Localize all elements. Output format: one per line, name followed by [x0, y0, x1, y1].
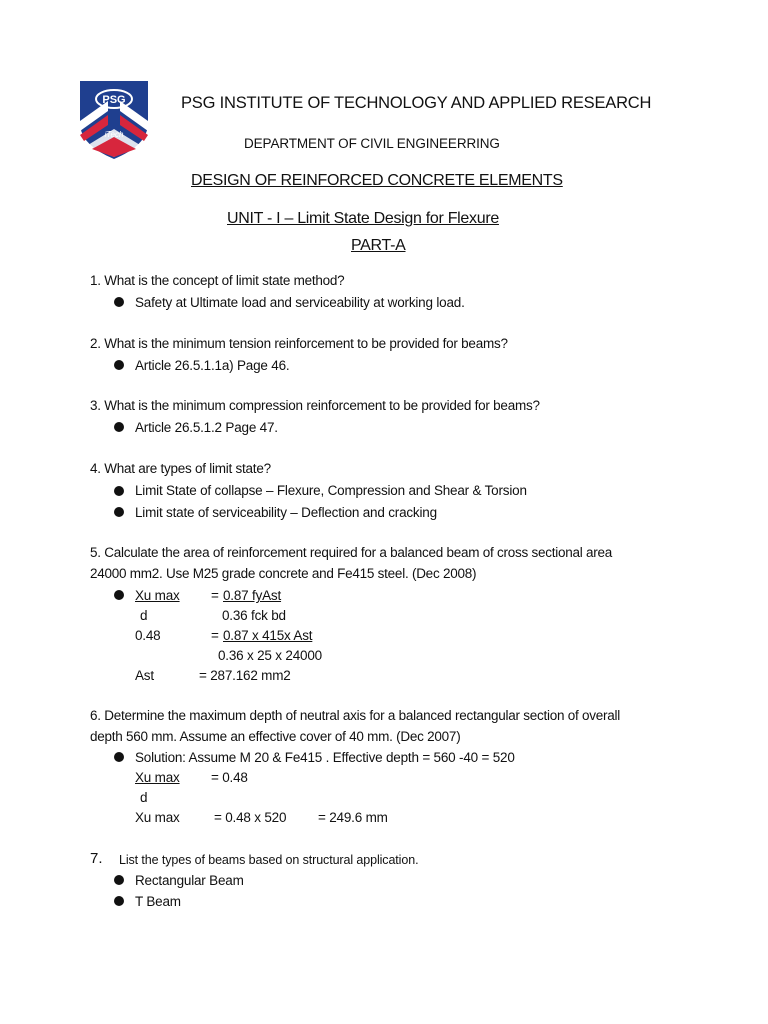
bullet-icon [114, 896, 124, 906]
question-1: 1. What is the concept of limit state method? [90, 273, 345, 288]
question-4: 4. What are types of limit state? [90, 461, 271, 476]
q6-xumax-label: Xu max [135, 770, 180, 785]
q6-ratio: = 0.48 [211, 770, 248, 785]
bullet-icon [114, 875, 124, 885]
q5-numerator-2: 0.87 x 415x Ast [223, 628, 313, 643]
bullet-icon [114, 590, 124, 600]
answer-7b: T Beam [135, 894, 181, 909]
answer-4a: Limit State of collapse – Flexure, Compression and Shear & Torsion [135, 483, 527, 498]
psg-itech-logo [78, 77, 150, 161]
q6-xumax-label-2: Xu max [135, 810, 180, 825]
question-5-line2: 24000 mm2. Use M25 grade concrete and Fe415 steel. (Dec 2008) [90, 566, 477, 581]
question-5-line1: 5. Calculate the area of reinforcement required for a balanced beam of cross sectional area [90, 545, 613, 560]
logo-subtext: iTech [104, 130, 124, 139]
question-7-number: 7. [90, 850, 103, 867]
bullet-icon [114, 297, 124, 307]
logo-text: PSG [102, 94, 126, 106]
question-3: 3. What is the minimum compression reinforcement to be provided for beams? [90, 398, 540, 413]
question-6-line1: 6. Determine the maximum depth of neutral axis for a balanced rectangular section of overall [90, 708, 621, 723]
answer-3: Article 26.5.1.2 Page 47. [135, 420, 278, 435]
course-title: DESIGN OF REINFORCED CONCRETE ELEMENTS [191, 172, 563, 189]
q5-denominator-1: 0.36 fck bd [222, 608, 286, 623]
q5-xumax-label: Xu max [135, 588, 180, 603]
q5-ast-result: = 287.162 mm2 [199, 668, 291, 683]
q6-solution: Solution: Assume M 20 & Fe415 . Effective depth = 560 -40 = 520 [135, 750, 515, 765]
bullet-icon [114, 360, 124, 370]
bullet-icon [114, 752, 124, 762]
bullet-icon [114, 507, 124, 517]
bullet-icon [114, 486, 124, 496]
q6-d-label: d [140, 790, 148, 805]
q5-equals-2: = [211, 628, 219, 643]
bullet-icon [114, 422, 124, 432]
answer-2: Article 26.5.1.1a) Page 46. [135, 358, 290, 373]
q5-d-label: d [140, 608, 148, 623]
institute-name: PSG INSTITUTE OF TECHNOLOGY AND APPLIED RESEARCH [181, 94, 652, 112]
question-2: 2. What is the minimum tension reinforcement to be provided for beams? [90, 336, 508, 351]
question-7: List the types of beams based on structural application. [119, 853, 419, 867]
q5-equals-1: = [211, 588, 219, 603]
unit-title: UNIT - I – Limit State Design for Flexure [227, 210, 499, 227]
question-6-line2: depth 560 mm. Assume an effective cover of 40 mm. (Dec 2007) [90, 729, 461, 744]
answer-4b: Limit state of serviceability – Deflection and cracking [135, 505, 437, 520]
department-name: DEPARTMENT OF CIVIL ENGINEERRING [244, 136, 500, 151]
part-title: PART-A [351, 237, 406, 254]
answer-7a: Rectangular Beam [135, 873, 244, 888]
answer-1: Safety at Ultimate load and serviceability at working load. [135, 295, 465, 310]
q6-calculation: = 0.48 x 520 [214, 810, 287, 825]
q5-denominator-2: 0.36 x 25 x 24000 [218, 648, 322, 663]
q5-ratio-value: 0.48 [135, 628, 161, 643]
q5-ast-label: Ast [135, 668, 154, 683]
q5-numerator-1: 0.87 fyAst [223, 588, 282, 603]
q6-result: = 249.6 mm [318, 810, 388, 825]
